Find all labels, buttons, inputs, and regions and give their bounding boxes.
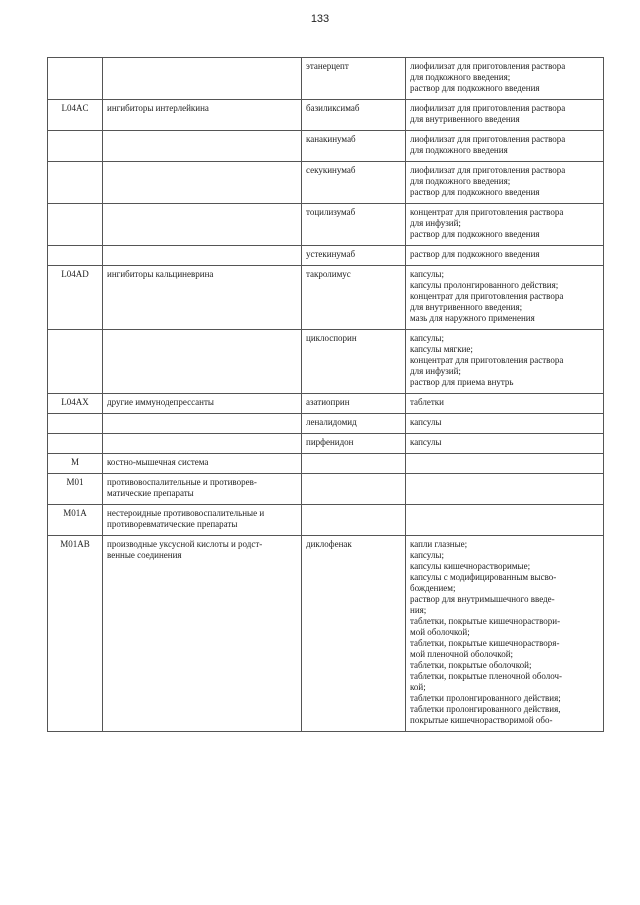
table-row	[48, 434, 604, 454]
drug-table	[47, 57, 604, 732]
dosage-forms: лиофилизат для приготовления раствора для подкожного введения; раствор для подкожного введения	[406, 58, 604, 100]
atc-code: L04AD	[48, 266, 103, 330]
table-row	[48, 505, 604, 536]
atc-code: L04AX	[48, 394, 103, 414]
drug-name	[302, 454, 406, 474]
dosage-forms: таблетки	[406, 394, 604, 414]
dosage-forms: лиофилизат для приготовления раствора для подкожного введения; раствор для подкожного введения	[406, 162, 604, 204]
pharmacological-group: другие иммунодепрессанты	[103, 394, 302, 414]
table-row	[48, 266, 604, 330]
pharmacological-group	[103, 330, 302, 394]
atc-code: M01AB	[48, 536, 103, 732]
table-row	[48, 204, 604, 246]
drug-name: пирфенидон	[302, 434, 406, 454]
table-row	[48, 330, 604, 394]
dosage-forms: раствор для подкожного введения	[406, 246, 604, 266]
drug-name: тоцилизумаб	[302, 204, 406, 246]
table-row	[48, 536, 604, 732]
table-row	[48, 246, 604, 266]
table-row	[48, 162, 604, 204]
atc-code: M01	[48, 474, 103, 505]
dosage-forms	[406, 454, 604, 474]
drug-name: базиликсимаб	[302, 100, 406, 131]
table-row	[48, 58, 604, 100]
table-row	[48, 131, 604, 162]
pharmacological-group: производные уксусной кислоты и родст- венные соединения	[103, 536, 302, 732]
atc-code: M	[48, 454, 103, 474]
pharmacological-group: костно-мышечная система	[103, 454, 302, 474]
drug-name	[302, 474, 406, 505]
pharmacological-group: противовоспалительные и противорев- матические препараты	[103, 474, 302, 505]
table-row	[48, 454, 604, 474]
drug-name: леналидомид	[302, 414, 406, 434]
drug-name: такролимус	[302, 266, 406, 330]
dosage-forms: капли глазные; капсулы; капсулы кишечнорастворимые; капсулы с модифицированным высво- бождением; раствор для внутримышечного введе- ния; таблетки, покрытые кишечнораствори- мой оболочкой; таблетки, покрытые кишечнорастворя- мой пленочной оболочкой; таблетки, покрытые оболочкой; таблетки, покрытые пленочной оболоч- кой; таблетки пролонгированного действия; таблетки пролонгированного действия, покрытые кишечнорастворимой обо-	[406, 536, 604, 732]
pharmacological-group	[103, 58, 302, 100]
atc-code: L04AC	[48, 100, 103, 131]
pharmacological-group	[103, 246, 302, 266]
drug-name: циклоспорин	[302, 330, 406, 394]
table-row	[48, 474, 604, 505]
pharmacological-group	[103, 131, 302, 162]
dosage-forms: концентрат для приготовления раствора для инфузий; раствор для подкожного введения	[406, 204, 604, 246]
dosage-forms: капсулы	[406, 434, 604, 454]
drug-name: устекинумаб	[302, 246, 406, 266]
atc-code: M01A	[48, 505, 103, 536]
dosage-forms	[406, 474, 604, 505]
table-row	[48, 414, 604, 434]
atc-code	[48, 246, 103, 266]
atc-code	[48, 131, 103, 162]
dosage-forms	[406, 505, 604, 536]
pharmacological-group	[103, 414, 302, 434]
drug-name: канакинумаб	[302, 131, 406, 162]
drug-name: этанерцепт	[302, 58, 406, 100]
drug-name: секукинумаб	[302, 162, 406, 204]
dosage-forms: лиофилизат для приготовления раствора для подкожного введения	[406, 131, 604, 162]
pharmacological-group	[103, 162, 302, 204]
drug-name	[302, 505, 406, 536]
atc-code	[48, 414, 103, 434]
atc-code	[48, 434, 103, 454]
pharmacological-group: нестероидные противовоспалительные и противоревматические препараты	[103, 505, 302, 536]
pharmacological-group: ингибиторы кальциневрина	[103, 266, 302, 330]
atc-code	[48, 204, 103, 246]
pharmacological-group	[103, 434, 302, 454]
table-row	[48, 394, 604, 414]
drug-name: азатиоприн	[302, 394, 406, 414]
table-row	[48, 100, 604, 131]
drug-name: диклофенак	[302, 536, 406, 732]
dosage-forms: лиофилизат для приготовления раствора для внутривенного введения	[406, 100, 604, 131]
pharmacological-group: ингибиторы интерлейкина	[103, 100, 302, 131]
atc-code	[48, 162, 103, 204]
atc-code	[48, 58, 103, 100]
page-number: 133	[310, 13, 330, 25]
dosage-forms: капсулы	[406, 414, 604, 434]
dosage-forms: капсулы; капсулы мягкие; концентрат для приготовления раствора для инфузий; раствор для приема внутрь	[406, 330, 604, 394]
atc-code	[48, 330, 103, 394]
pharmacological-group	[103, 204, 302, 246]
dosage-forms: капсулы; капсулы пролонгированного действия; концентрат для приготовления раствора для внутривенного введения; мазь для наружного применения	[406, 266, 604, 330]
